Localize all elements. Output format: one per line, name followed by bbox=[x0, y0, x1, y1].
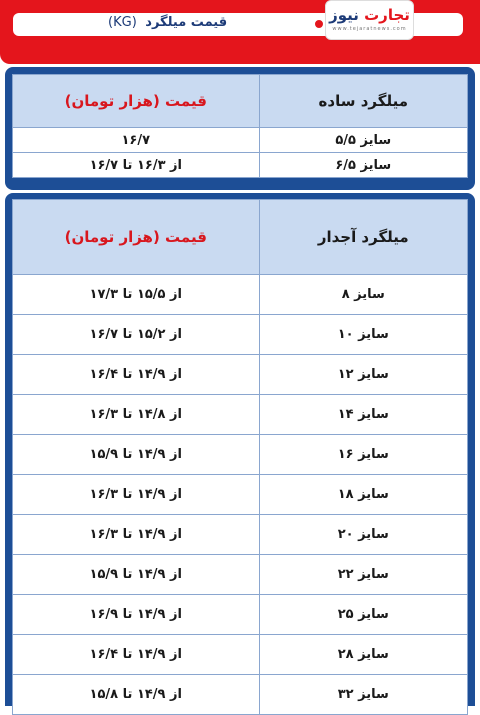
size-cell: سایز ۲۵ bbox=[259, 595, 467, 635]
size-cell: سایز ۳۲ bbox=[259, 675, 467, 715]
size-cell: سایز ۱۲ bbox=[259, 355, 467, 395]
col-header-name: میلگرد آجدار bbox=[259, 200, 467, 275]
col-header-name: میلگرد ساده bbox=[259, 75, 467, 128]
table-row bbox=[13, 128, 468, 153]
size-cell: سایز ۶/۵ bbox=[259, 153, 467, 178]
simple-rebar-table bbox=[12, 74, 468, 178]
table-row bbox=[13, 355, 468, 395]
logo-word-a: تجارت bbox=[364, 6, 410, 24]
decor-dot-icon bbox=[436, 14, 444, 22]
ribbed-rebar-table bbox=[12, 199, 468, 715]
table-row bbox=[13, 555, 468, 595]
title-unit: (KG) bbox=[108, 15, 137, 30]
logo-text bbox=[326, 6, 413, 24]
page-title bbox=[108, 15, 227, 30]
size-cell: سایز ۲۲ bbox=[259, 555, 467, 595]
size-cell: سایز ۱۸ bbox=[259, 475, 467, 515]
table-header-row bbox=[13, 75, 468, 128]
price-cell: از ۱۵/۲ تا ۱۶/۷ bbox=[13, 315, 260, 355]
logo-word-b: نیوز bbox=[329, 6, 359, 24]
price-cell: از ۱۴/۹ تا ۱۶/۴ bbox=[13, 635, 260, 675]
table-row bbox=[13, 275, 468, 315]
table-row bbox=[13, 475, 468, 515]
size-cell: سایز ۲۰ bbox=[259, 515, 467, 555]
table-row bbox=[13, 595, 468, 635]
price-cell: از ۱۴/۹ تا ۱۵/۸ bbox=[13, 675, 260, 715]
col-header-price: قیمت (هزار تومان) bbox=[13, 200, 260, 275]
price-cell: از ۱۴/۹ تا ۱۶/۳ bbox=[13, 475, 260, 515]
price-cell: از ۱۴/۸ تا ۱۶/۳ bbox=[13, 395, 260, 435]
price-cell: از ۱۵/۵ تا ۱۷/۳ bbox=[13, 275, 260, 315]
brand-logo bbox=[325, 0, 414, 40]
price-cell: از ۱۴/۹ تا ۱۶/۹ bbox=[13, 595, 260, 635]
price-cell: از ۱۴/۹ تا ۱۵/۹ bbox=[13, 555, 260, 595]
table-row bbox=[13, 153, 468, 178]
table-row bbox=[13, 315, 468, 355]
table-row bbox=[13, 675, 468, 715]
size-cell: سایز ۱۴ bbox=[259, 395, 467, 435]
price-cell: از ۱۶/۳ تا ۱۶/۷ bbox=[13, 153, 260, 178]
price-cell: ۱۶/۷ bbox=[13, 128, 260, 153]
table-row bbox=[13, 435, 468, 475]
size-cell: سایز ۸ bbox=[259, 275, 467, 315]
table-row bbox=[13, 635, 468, 675]
size-cell: سایز ۱۰ bbox=[259, 315, 467, 355]
size-cell: سایز ۱۶ bbox=[259, 435, 467, 475]
size-cell: سایز ۵/۵ bbox=[259, 128, 467, 153]
table-header-row bbox=[13, 200, 468, 275]
size-cell: سایز ۲۸ bbox=[259, 635, 467, 675]
price-cell: از ۱۴/۹ تا ۱۶/۳ bbox=[13, 515, 260, 555]
col-header-price: قیمت (هزار تومان) bbox=[13, 75, 260, 128]
table-row bbox=[13, 395, 468, 435]
logo-url: www.tejaratnews.com bbox=[332, 26, 407, 32]
table-row bbox=[13, 515, 468, 555]
logo-dot-icon bbox=[313, 18, 325, 30]
title-label: قیمت میلگرد bbox=[145, 15, 228, 30]
price-cell: از ۱۴/۹ تا ۱۵/۹ bbox=[13, 435, 260, 475]
price-cell: از ۱۴/۹ تا ۱۶/۴ bbox=[13, 355, 260, 395]
